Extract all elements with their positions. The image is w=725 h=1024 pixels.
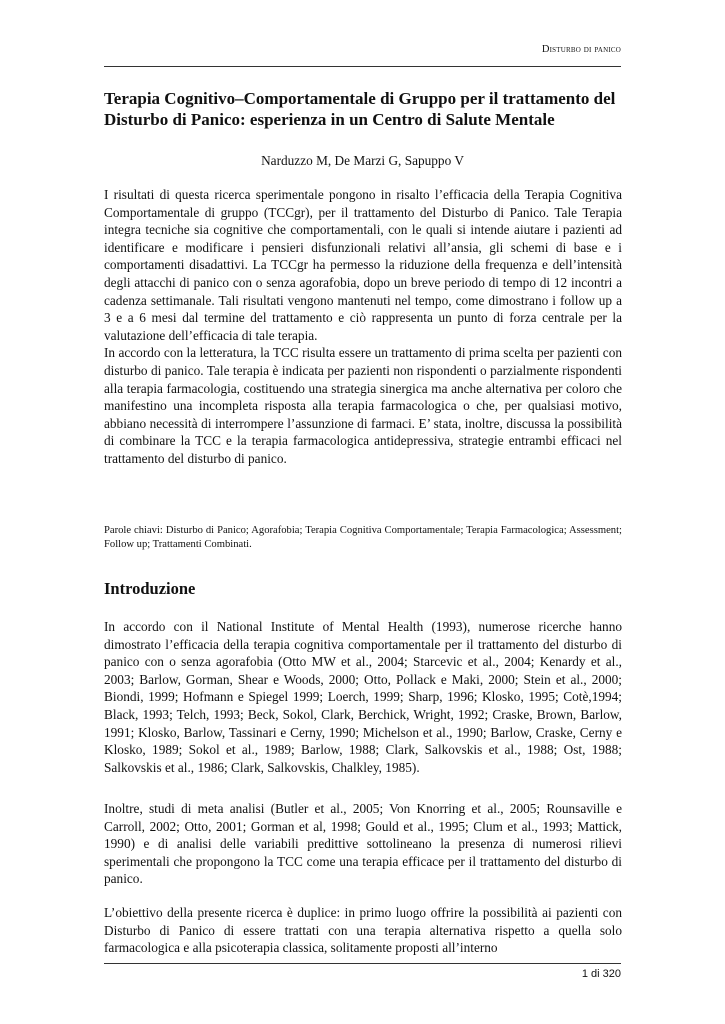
header-rule [104,66,621,67]
abstract [104,186,622,468]
article-title: Terapia Cognitivo–Comportamentale di Gruppo per il trattamento del Disturbo di Panico: esperienza in un Centro di Salute Mentale [104,89,616,129]
footer-rule [104,963,621,964]
page-number: 1 di 320 [581,968,621,980]
body-paragraph: L’obiettivo della presente ricerca è duplice: in primo luogo offrire la possibilità ai pazienti con Disturbo di Panico di essere trattati con una terapia alternativa rispetto a quella solo farmacologica e alla psicoterapia classica, solitamente proposti all’interno [104,905,622,956]
keywords: Parole chiavi: Disturbo di Panico; Agorafobia; Terapia Cognitiva Comportamentale; Terapia Farmacologica; Assessment; Follow up; Trattamenti Combinati. [104,525,622,550]
running-head: Disturbo di panico [541,44,621,55]
abstract-paragraph: In accordo con la letteratura, la TCC risulta essere un trattamento di prima scelta per pazienti con disturbo di panico. Tale terapia è indicata per pazienti non rispondenti o parzialmente rispondenti alla terapia farmacologia, costituendo una strategia sinergica ma anche alternativa per coloro che manifestino una incompleta risposta alla terapia farmacologica o che, per qualsiasi motivo, abbiano necessità di interrompere l’assunzione di farmaci. E’ stata, inoltre, discussa la possibilità di combinare la TCC e la terapia farmacologica antidepressiva, strategie entrambi efficaci nel trattamento del disturbo di panico. [104,345,622,466]
abstract-paragraph: I risultati di questa ricerca sperimentale pongono in risalto l’efficacia della Terapia Cognitiva Comportamentale di gruppo (TCCgr), per il trattamento del Disturbo di Panico. Tale Terapia integra tecniche sia cognitive che comportamentali, con le quali si intende aiutare i pazienti ad identificare e modificare i pensieri disfunzionali relativi all’ansia, gli schemi di base e i comportamenti disadattivi. La TCCgr ha permesso la riduzione della frequenza e dell’intensità degli attacchi di panico con o senza agorafobia, dopo un breve periodo di tempo di 12 incontri a cadenza settimanale. Tali risultati vengono mantenuti nel tempo, come dimostrano i follow up a 3 e a 6 mesi dal termine del trattamento e ciò rappresenta un punto di forza centrale per la valutazione dell’efficacia di tale terapia. [104,187,622,343]
article-authors: Narduzzo M, De Marzi G, Sapuppo V [261,153,464,168]
body-paragraph: Inoltre, studi di meta analisi (Butler et al., 2005; Von Knorring et al., 2005; Rounsaville e Carroll, 2002; Otto, 2001; Gorman et al, 1998; Gould et al., 1995; Clum et al., 1993; Mattick, 1990) e di analisi delle variabili predittive sottolineano la presenza di numerosi rilievi sperimentali che propongono la TCC come una terapia efficace per il trattamento del disturbo di panico. [104,801,622,887]
section-heading: Introduzione [104,579,196,598]
body-paragraph: In accordo con il National Institute of Mental Health (1993), numerose ricerche hanno dimostrato l’efficacia della terapia cognitiva comportamentale per il trattamento del disturbo di panico con o senza agorafobia (Otto MW et al., 2004; Starcevic et al., 2004; Kenardy et al., 2003; Barlow, Gorman, Shear e Woods, 2000; Otto, Pollack e Maki, 2000; Stein et al., 2000; Biondi, 1999; Hofmann e Spiegel 1999; Loerch, 1999; Sharp, 1996; Klosko, 1995; Cotè,1994; Black, 1993; Telch, 1993; Beck, Sokol, Clark, Berchick, Wright, 1992; Craske, Brown, Barlow, 1991; Klosko, Barlow, Tassinari e Cerny, 1990; Michelson et al., 1990; Barlow, Craske, Cerny e Klosko, 1989; Sokol et al., 1989; Barlow, 1988; Clark, Salkovskis et al., 1988; Ost, 1988; Salkovskis et al., 1986; Clark, Salkovskis, Chalkley, 1985). [104,619,622,775]
